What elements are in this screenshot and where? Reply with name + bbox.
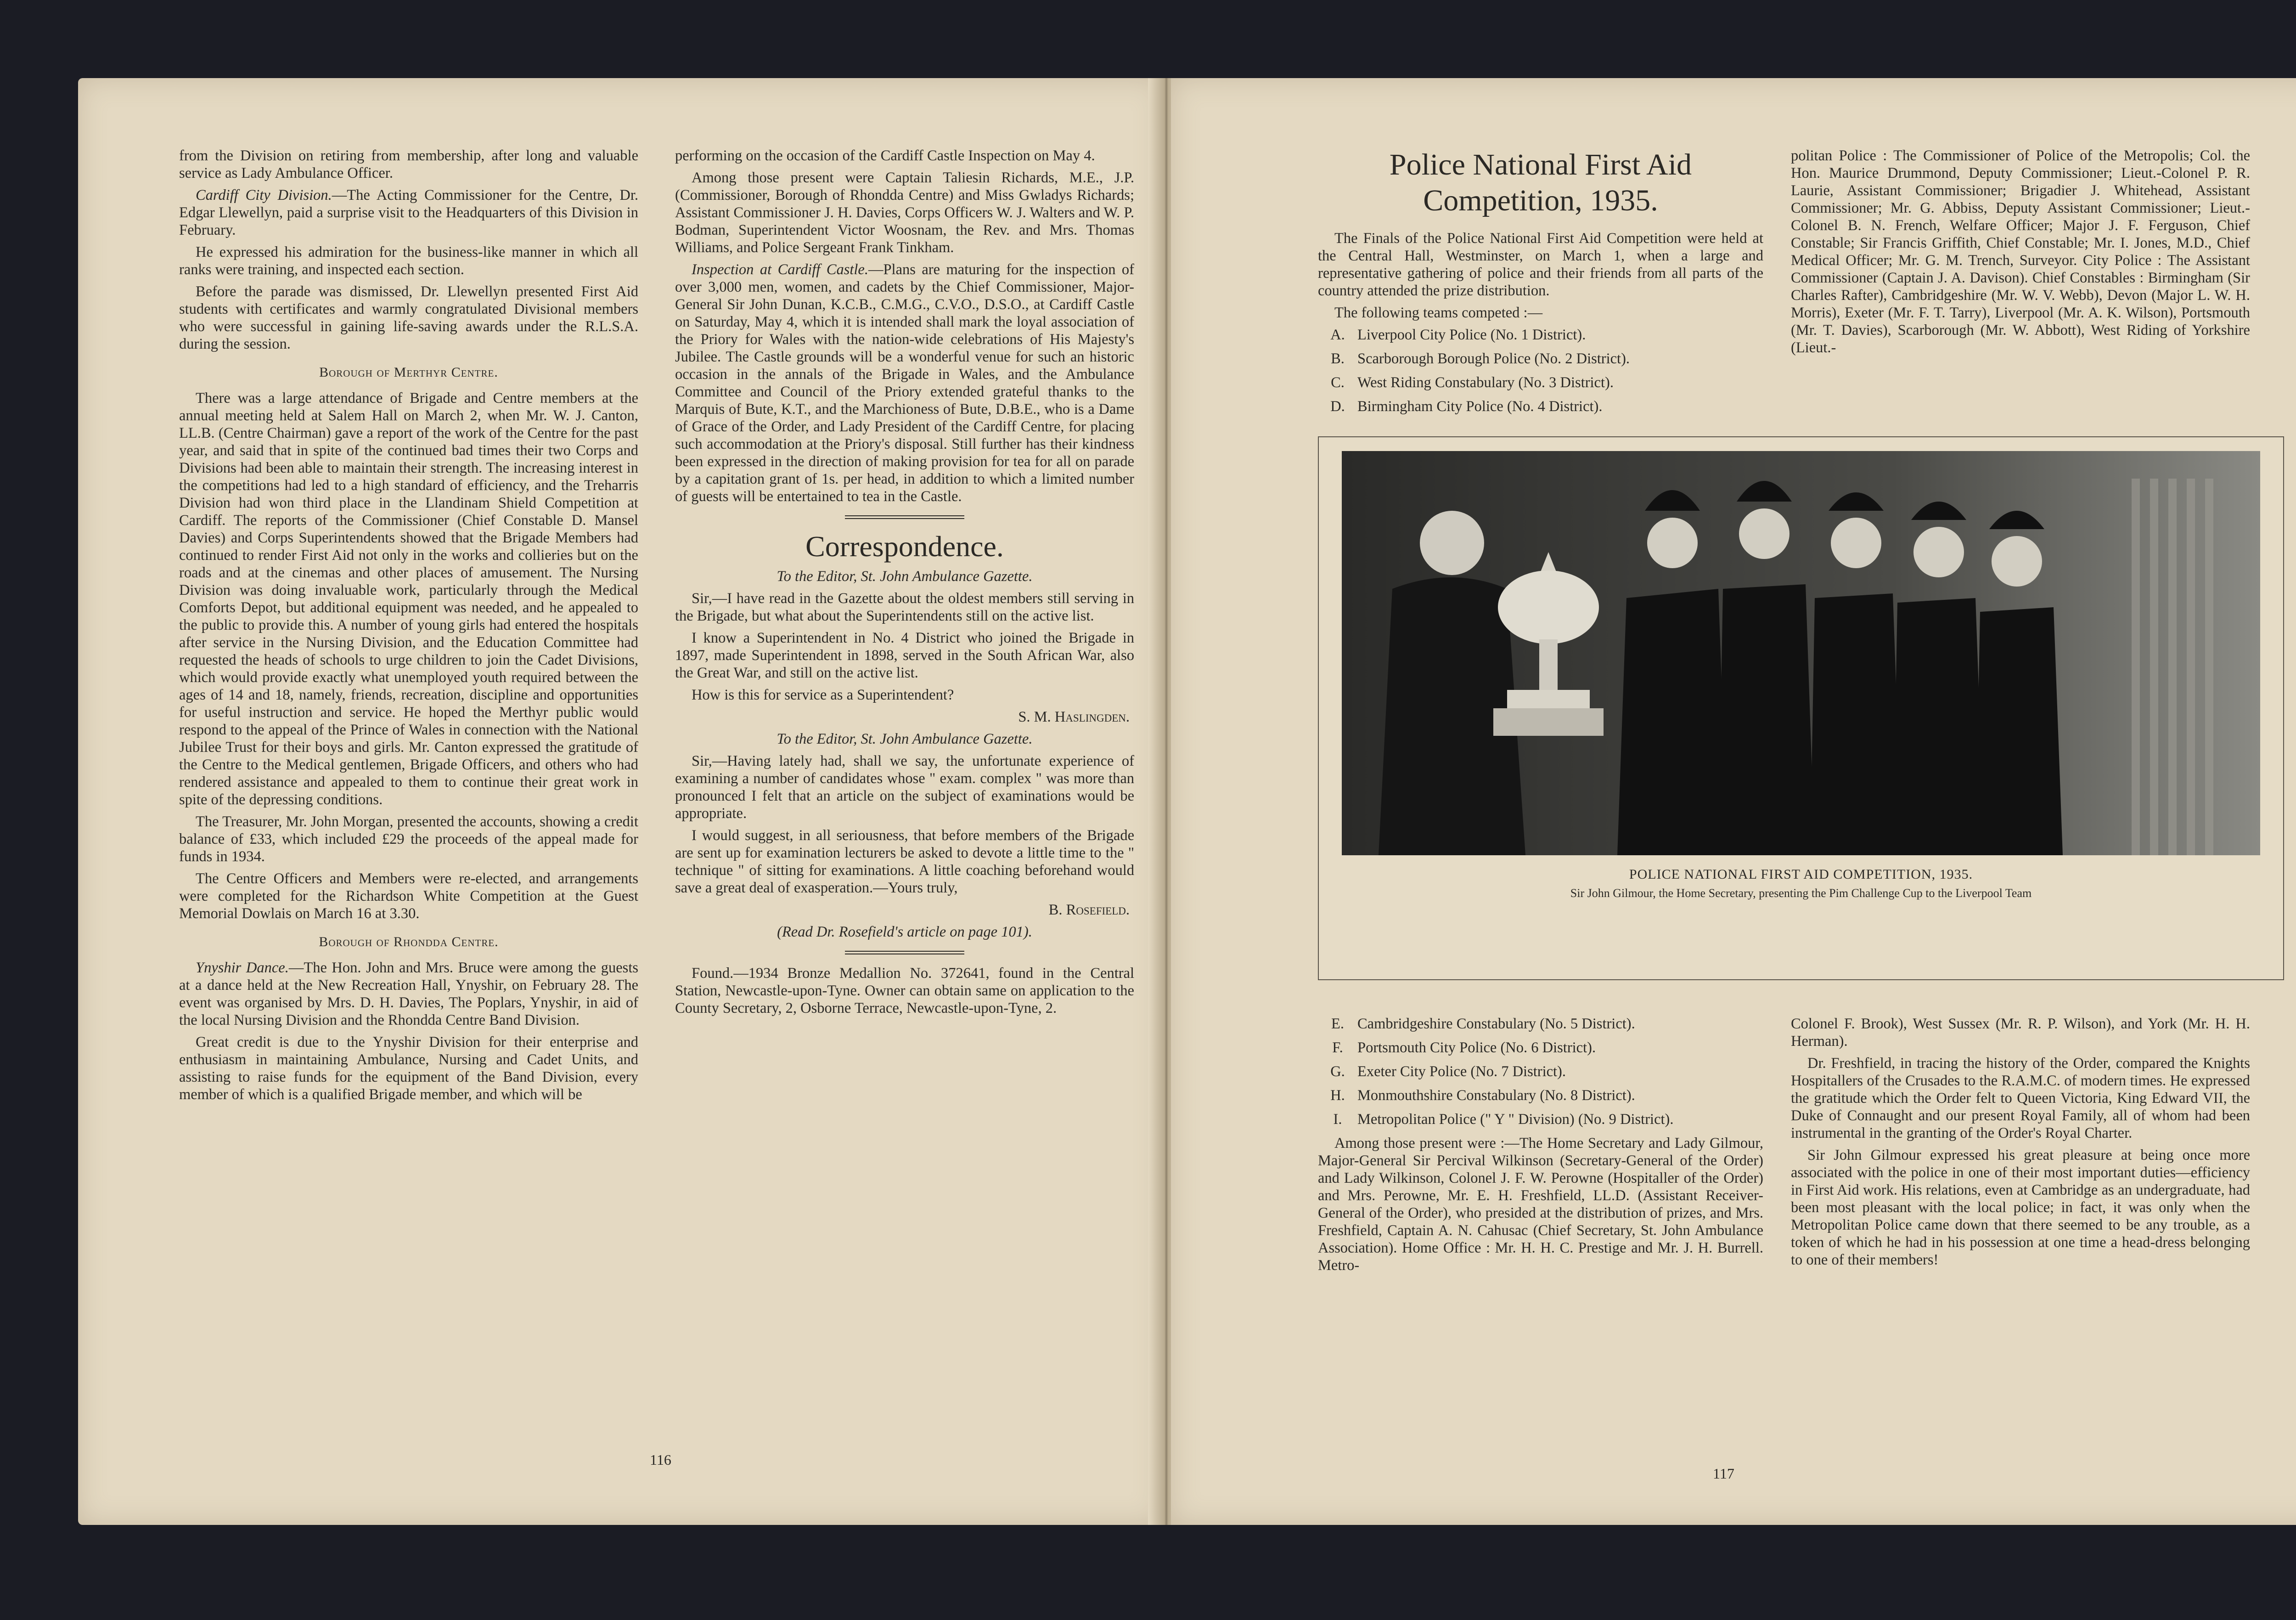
paragraph: How is this for service as a Superintendent? — [692, 687, 954, 703]
team-list — [1318, 326, 1763, 415]
paragraph: Sir,—Having lately had, shall we say, the unfortunate experience of examining a number of candidates whose " exam. complex " was more than pronounced I felt that an article on the subject of examinations would be appropriate. — [675, 753, 1134, 822]
paragraph: The Centre Officers and Members were re-elected, and arrangements were completed for the Richardson White Competition at the Guest Memorial Dowlais on March 16 at 3.30. — [179, 870, 638, 922]
team-item — [1318, 398, 1763, 415]
divider — [845, 515, 964, 519]
paragraph: I know a Superintendent in No. 4 District who joined the Brigade in 1897, made Superintendent in 1898, served in the South African War, also the Great War, and still on the active list. — [675, 630, 1134, 681]
team-name: West Riding Constabulary (No. 3 District). — [1357, 374, 1614, 391]
paragraph: There was a large attendance of Brigade and Centre members at the annual meeting held at Salem Hall on March 2, when Mr. W. J. Canton, LL.B. (Centre Chairman) gave a report of the work of the Centre for the past year, and said that in spite of the continued bad times their two Corps and Divisions had been able to maintain their strength. The increasing interest in the competitions had led to a high standard of efficiency, and the Treharris Division had won third place in the Llandinam Shield Competition at Cardiff. The reports of the Commissioner (Chief Constable D. Mansel Davies) and Corps Superintendents showed that the Brigade Members had continued to render First Aid not only in the works and collieries but on the roads and at the cinemas and other places of amusement. The Nursing Division was doing invaluable work, particularly through the Medical Comforts Depot, but additional equipment was needed, and he appealed to the public to provide this. A number of young girls had entered the hospitals after service in the Nursing Division, and the Education Committee had requested the heads of schools to urge children to join the Cadet Divisions, which would provide exactly what unemployed youth required between the ages of 14 and 18, namely, friends, recreation, discipline and opportunities for useful instruction and service. He hoped the Merthyr public would respond to the appeal of the Prince of Wales in connection with the National Jubilee Trust for their boys and girls. Mr. Canton expressed the gratitude of the Centre to the Medical gentlemen, Brigade Officers, and others who had rendered assistance and appealed to them to continue their great work in spite of the depressing conditions. — [179, 390, 638, 808]
letter-signature: B. Rosefield. — [1048, 902, 1130, 918]
paragraph: from the Division on retiring from membership, after long and valuable service as Lady Ambulance Officer. — [179, 147, 638, 181]
team-name: Portsmouth City Police (No. 6 District). — [1357, 1039, 1596, 1056]
paragraph-body: —The Acting Commissioner for the Centre, Dr. Edgar Llewellyn, paid a surprise visit to the Headquarters of this Division in February. — [179, 187, 638, 238]
paragraph-lead: Ynyshir Dance. — [196, 960, 289, 976]
editor-note: (Read Dr. Rosefield's article on page 101). — [777, 924, 1032, 940]
team-name: Liverpool City Police (No. 1 District). — [1357, 327, 1586, 343]
section-heading: Borough of Rhondda Centre. — [319, 934, 499, 949]
team-letter: D. — [1330, 398, 1345, 415]
paragraph: Sir,—I have read in the Gazette about the oldest members still serving in the Brigade, but what about the Superintendents still on the active list. — [675, 590, 1134, 624]
photograph — [1342, 451, 2260, 855]
section-heading: Borough of Merthyr Centre. — [319, 365, 498, 380]
left-page — [78, 78, 1162, 1525]
team-name: Scarborough Borough Police (No. 2 District). — [1357, 350, 1630, 367]
right-column-1-top — [1318, 147, 1763, 422]
paragraph-body: —Plans are maturing for the inspection of over 3,000 men, women, and cadets by the Chief Commissioner, Major-General Sir John Dunan, K.C.B., C.M.G., C.V.O., D.S.O., at Cardiff Castle on Saturday, May 4, which it is intended shall mark the loyal association of the Priory for Wales with the nation-wide celebrations of His Majesty's Jubilee. The Castle grounds will be a wonderful venue for such an historic occasion in the annals of the Brigade in Wales, and the Ambulance Committee and Council of the Priory extended grateful thanks to the Marquis of Bute, K.T., and the Marchioness of Bute, D.B.E., who is a Dame of Grace of the Order, and Lady President of the Cardiff Centre, for placing such accommodation at the Priory's disposal. Still further has their kindness been expressed in the direction of making provision for tea for all on parade by a capitation grant of 1s. per head, in addition to which a limited number of guests will be entertained to tea in the Castle. — [675, 261, 1134, 505]
photo-figure — [1318, 436, 2284, 980]
paragraph: Found.—1934 Bronze Medallion No. 372641, found in the Central Station, Newcastle-upon-Tyne. Owner can obtain same on application to the County Secretary, 2, Osborne Terrace, Newcastle-upon-Tyne, 2. — [675, 965, 1134, 1016]
paragraph: Dr. Freshfield, in tracing the history of the Order, compared the Knights Hospitallers of the Crusades to the R.A.M.C. of modern times. He expressed the gratitude which the Order felt to Queen Victoria, King Edward VII, the Duke of Connaught and our present Royal Family, all of whom had been instrumental in the granting of the Order's Royal Charter. — [1791, 1055, 2250, 1141]
team-item — [1318, 374, 1763, 391]
paragraph: Sir John Gilmour expressed his great pleasure at being once more associated with the police in one of their most important duties—efficiency in First Aid work. His relations, even at Cambridge as an undergraduate, had been most pleasant with the local police; in fact, it was only when the Metropolitan Police came down that there seemed to be any trouble, as a token of which he had in his possession at one time a head-dress belonging to one of their members! — [1791, 1147, 2250, 1268]
left-column-2 — [675, 147, 1134, 1022]
letter-signature: S. M. Haslingden. — [1018, 709, 1130, 725]
paragraph: The Finals of the Police National First Aid Competition were held at the Central Hall, Westminster, on March 1, when a large and representative gathering of police and their friends from all parts of the country attended the prize distribution. — [1318, 230, 1763, 299]
paragraph — [179, 186, 638, 239]
paragraph-lead: Cardiff City Division. — [196, 187, 332, 203]
paragraph: I would suggest, in all seriousness, that before members of the Brigade are sent up for examination lecturers be asked to devote a little time to the " technique " of sitting for examinations. A little coaching beforehand would save a great deal of exasperation.—Yours truly, — [675, 827, 1134, 896]
paragraph-lead: Inspection at Cardiff Castle. — [692, 261, 868, 278]
paragraph: Colonel F. Brook), West Sussex (Mr. R. P. Wilson), and York (Mr. H. H. Herman). — [1791, 1016, 2250, 1050]
team-item — [1318, 350, 1763, 367]
team-item — [1318, 1039, 1763, 1056]
team-name: Exeter City Police (No. 7 District). — [1357, 1063, 1566, 1080]
right-column-2-top — [1791, 147, 2250, 361]
paragraph — [179, 959, 638, 1029]
paragraph-body: —The Hon. John and Mrs. Bruce were among the guests at a dance held at the New Recreation Hall, Ynyshir, on February 28. The event was organised by Mrs. D. H. Davies, The Poplars, Ynyshir, in aid of the local Nursing Division and the Rhondda Centre Band Division. — [179, 960, 638, 1028]
team-list — [1318, 1015, 1763, 1128]
paragraph: Among those present were :—The Home Secretary and Lady Gilmour, Major-General Sir Percival Wilkinson (Secretary-General of the Order) and Lady Wilkinson, Colonel J. F. W. Perowne (Hospitaller of the Order) and Mrs. Perowne, Mr. E. H. Freshfield, LL.D. (Assistant Receiver-General of the Order), who presided at the distribution of prizes, and Mrs. Freshfield, Captain A. N. Cahusac (Chief Secretary, St. John Ambulance Association). Home Office : Mr. H. H. C. Prestige and Mr. J. H. Burrell. Metro- — [1318, 1135, 1763, 1274]
team-item — [1318, 326, 1763, 344]
team-item — [1318, 1015, 1763, 1033]
paragraph: The following teams competed :— — [1334, 305, 1543, 321]
team-letter: H. — [1330, 1087, 1345, 1104]
article-title: Police National First Aid Competition, 1935. — [1389, 148, 1692, 217]
page-number: 117 — [1713, 1465, 1734, 1482]
paragraph: He expressed his admiration for the business-like manner in which all ranks were training, and inspected each section. — [179, 244, 638, 278]
team-letter: C. — [1331, 374, 1345, 391]
team-item — [1318, 1111, 1763, 1128]
paragraph: Among those present were Captain Taliesin Richards, M.E., J.P. (Commissioner, Borough of Rhondda Centre) and Miss Gwladys Richards; Assistant Commissioner J. H. Davies, Corps Officers W. J. Walters and W. P. Bodman, Superintendent Victor Woosnam, the Rev. and Mrs. Thomas Williams, and Police Sergeant Frank Tinkham. — [675, 169, 1134, 256]
photo-caption: Sir John Gilmour, the Home Secretary, presenting the Pim Challenge Cup to the Liverpool Team — [1570, 886, 2032, 900]
page-number: 116 — [650, 1451, 671, 1468]
team-letter: G. — [1330, 1063, 1345, 1080]
team-item — [1318, 1063, 1763, 1080]
team-letter: E. — [1331, 1016, 1344, 1032]
right-column-2-bottom — [1791, 1015, 2250, 1273]
photo-illustration — [1342, 451, 2260, 855]
team-item — [1318, 1087, 1763, 1104]
paragraph: performing on the occasion of the Cardiff Castle Inspection on May 4. — [675, 147, 1095, 164]
team-name: Cambridgeshire Constabulary (No. 5 District). — [1357, 1016, 1635, 1032]
paragraph: Before the parade was dismissed, Dr. Llewellyn presented First Aid students with certificates and warmly congratulated Divisional members who were successful in gaining life-saving awards under the R.L.S.A. during the session. — [179, 283, 638, 352]
right-column-1-bottom — [1318, 1015, 1763, 1279]
letter-address: To the Editor, St. John Ambulance Gazette. — [777, 568, 1033, 585]
team-letter: A. — [1330, 327, 1345, 343]
paragraph — [675, 261, 1134, 505]
team-name: Metropolitan Police (" Y " Division) (No. 9 District). — [1357, 1111, 1674, 1128]
paragraph: Great credit is due to the Ynyshir Division for their enterprise and enthusiasm in maintaining Ambulance, Nursing and Cadet Units, and assisting to raise funds for the equipment of the Band Division, every member of which is a qualified Brigade member, and which will be — [179, 1034, 638, 1103]
left-column-1 — [179, 147, 638, 1108]
paragraph: politan Police : The Commissioner of Police of the Metropolis; Col. the Hon. Maurice Drummond, Deputy Commissioner; Lieut.-Colonel P. R. Laurie, Assistant Commissioner; Brigadier J. Whitehead, Assistant Commissioner; Mr. G. Abbiss, Deputy Assistant Commissioner; Lieut.-Colonel B. N. French, Welfare Officer; Major J. F. Ferguson, Chief Constable; Sir Francis Griffith, Chief Constable; Mr. I. Jones, M.D., Chief Medical Officer; Mr. G. M. Trench, Surveyor. City Police : The Assistant Commissioner (Captain J. A. Davison). Chief Constables : Birmingham (Sir Charles Rafter), Cambridgeshire (Mr. W. V. Webb), Devon (Major L. W. H. Morris), Exeter (Mr. F. T. Tarry), Liverpool (Mr. A. K. Wilson), Portsmouth (Mr. T. Davies), Scarborough (Mr. W. Abbott), West Riding of Yorkshire (Lieut.- — [1791, 147, 2250, 356]
letter-address: To the Editor, St. John Ambulance Gazette. — [777, 731, 1033, 747]
photo-caption-title: POLICE NATIONAL FIRST AID COMPETITION, 1935. — [1629, 867, 1973, 882]
paragraph: The Treasurer, Mr. John Morgan, presented the accounts, showing a credit balance of £33, which included £29 the proceeds of the appeal made for funds in 1934. — [179, 813, 638, 865]
divider — [845, 951, 964, 954]
team-letter: B. — [1331, 350, 1345, 367]
team-letter: I. — [1333, 1111, 1342, 1128]
team-name: Birmingham City Police (No. 4 District). — [1357, 398, 1603, 415]
team-letter: F. — [1332, 1039, 1343, 1056]
team-name: Monmouthshire Constabulary (No. 8 District). — [1357, 1087, 1635, 1104]
correspondence-heading: Correspondence. — [805, 530, 1004, 563]
